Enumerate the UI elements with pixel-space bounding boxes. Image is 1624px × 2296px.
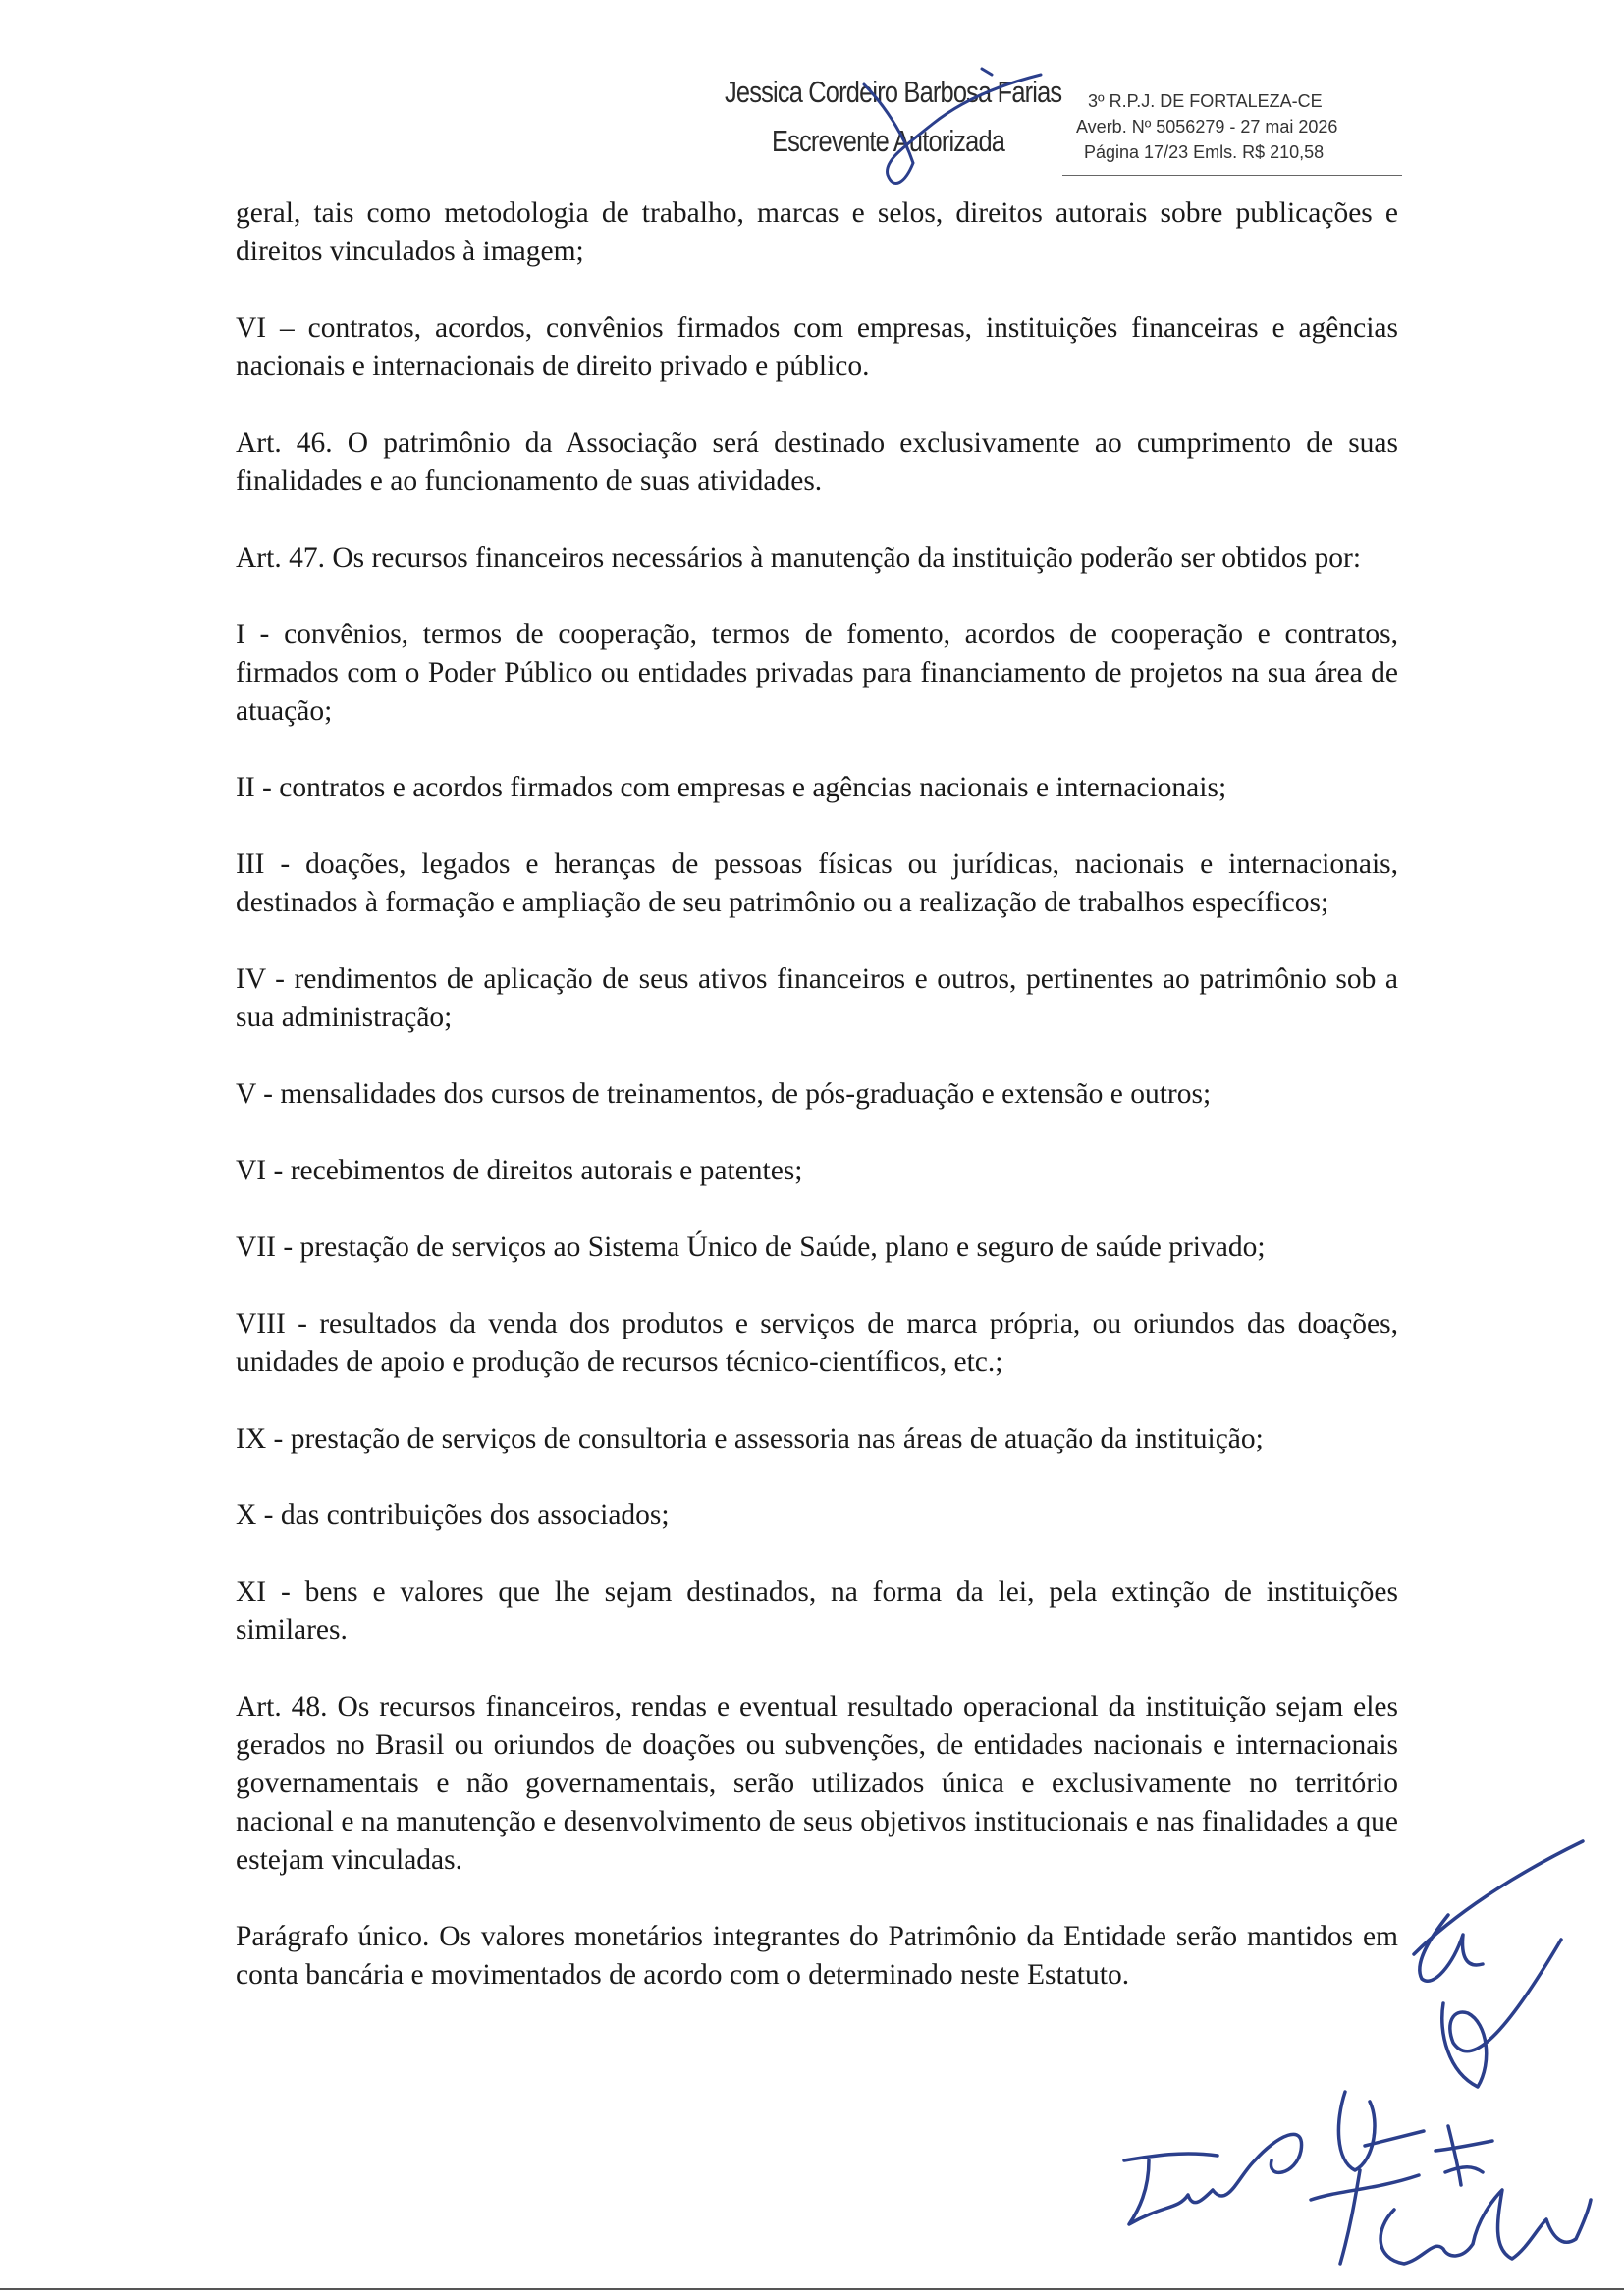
paragraph-item-vi-b: VI - recebimentos de direitos autorais e patentes; (236, 1155, 803, 1186)
paragraph-item-v: V - mensalidades dos cursos de treinamentos, de pós-graduação e extensão e outros; (236, 1078, 1212, 1110)
paragraph-item-ii: II - contratos e acordos firmados com empresas e agências nacionais e internacionais; (236, 772, 1227, 803)
paragraph-item-xi: XI - bens e valores que lhe sejam destinados, na forma da lei, pela extinção de instituições similares. (236, 1576, 1398, 1646)
paragraph-item-ix: IX - prestação de serviços de consultoria e assessoria nas áreas de atuação da instituição; (236, 1423, 1264, 1454)
stamp-signature-mark (844, 65, 1070, 202)
paragraph-item-i: I - convênios, termos de cooperação, termos de fomento, acordos de cooperação e contratos, firmados com o Poder Público ou entidades privadas para financiamento de projetos na sua área de atuação; (236, 619, 1398, 727)
registry-office: 3º R.P.J. DE FORTALEZA-CE (1088, 91, 1323, 111)
paragraph-item-iv: IV - rendimentos de aplicação de seus ativos financeiros e outros, pertinentes ao patrimônio sob a sua administração; (236, 963, 1398, 1033)
stamp-name: Jessica Cordeiro Barbosa Farias (725, 75, 1062, 109)
document-body (236, 194, 1398, 1995)
signature-4 (1338, 2092, 1424, 2264)
paragraph-item-vii: VII - prestação de serviços ao Sistema Único de Saúde, plano e seguro de saúde privado; (236, 1231, 1266, 1263)
registry-page-fees: Página 17/23 Emls. R$ 210,58 (1084, 142, 1325, 162)
signature-3 (1124, 2134, 1419, 2224)
initial-signature-1 (1414, 1841, 1583, 1981)
paragraph-item-iii: III - doações, legados e heranças de pessoas físicas ou jurídicas, nacionais e internacionais, destinados à formação e ampliação de seu patrimônio ou a realização de trabalhos específicos; (236, 848, 1398, 918)
registry-annotation: Averb. Nº 5056279 - 27 mai 2026 (1076, 117, 1338, 137)
registry-stamp (1076, 88, 1400, 165)
paragraph-item-viii: VIII - resultados da venda dos produtos e serviços de marca própria, ou oriundos das doações, unidades de apoio e produção de recursos técnico-científicos, etc.; (236, 1308, 1398, 1378)
page-bottom-edge (0, 2288, 1624, 2290)
stamp-role: Escrevente Autorizada (772, 124, 1005, 158)
paragraph-art-47: Art. 47. Os recursos financeiros necessários à manutenção da instituição poderão ser obtidos por: (236, 542, 1362, 574)
initial-signature-2 (1442, 1940, 1561, 2087)
signature-5 (1380, 2126, 1591, 2264)
paragraph-continuation: geral, tais como metodologia de trabalho, marcas e selos, direitos autorais sobre publicações e direitos vinculados à imagem; (236, 197, 1398, 267)
paragraph-item-x: X - das contribuições dos associados; (236, 1500, 670, 1531)
paragraph-item-vi: VI – contratos, acordos, convênios firmados com empresas, instituições financeiras e agências nacionais e internacionais de direito privado e público. (236, 312, 1398, 382)
paragraph-art-46: Art. 46. O patrimônio da Associação será destinado exclusivamente ao cumprimento de suas finalidades e ao funcionamento de suas atividades. (236, 427, 1398, 497)
paragraph-paragrafo-unico: Parágrafo único. Os valores monetários integrantes do Patrimônio da Entidade serão mantidos em conta bancária e movimentados de acordo com o determinado neste Estatuto. (236, 1921, 1398, 1991)
paragraph-art-48: Art. 48. Os recursos financeiros, rendas e eventual resultado operacional da instituição sejam eles gerados no Brasil ou oriundos de doações ou subvenções, de entidades nacionais e internacionais governamentais e não governamentais, serão utilizados única e exclusivamente no território nacional e na manutenção e desenvolvimento de seus objetivos institucionais e nas finalidades a que estejam vinculadas. (236, 1691, 1398, 1876)
registry-underline (1062, 175, 1402, 176)
